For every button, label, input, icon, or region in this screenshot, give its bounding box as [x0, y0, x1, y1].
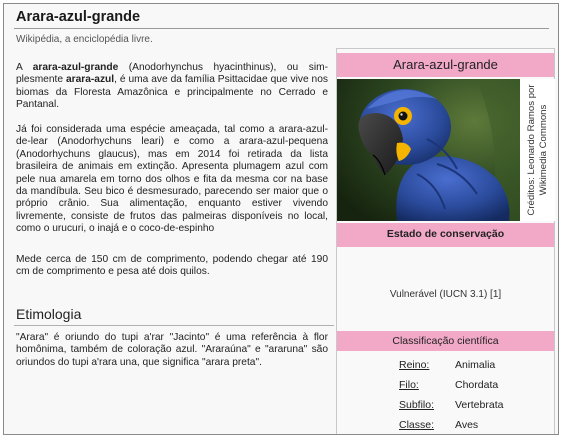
- taxonomy-label-link[interactable]: Filo:: [399, 379, 419, 391]
- intro-run: (Anodorhynchus hyacinthinus), ou simplesmente: [16, 62, 328, 86]
- title-divider: [14, 28, 549, 29]
- infobox: [336, 48, 555, 435]
- infobox-title: Arara-azul-grande: [337, 53, 554, 77]
- bold-term: arara-azul-grande: [32, 62, 119, 73]
- conservation-status-heading: Estado de conservação: [337, 223, 554, 247]
- intro-run: , é uma ave da família Psittacidae que vive nos biomas da Floresta Amazônica e principalmente no Cerrado e Pantanal.: [16, 74, 328, 111]
- size-text: Mede cerca de 150 cm de comprimento, podendo chegar até 190 cm de comprimento e pesa até dois quilos.: [16, 254, 328, 278]
- description-text: Já foi considerada uma espécie ameaçada, tal como a arara-azul-de-lear (Anodorhychuns leari) e como a arara-azul-pequena (Anodorhychuns glaucus), mas em 2014 foi retirada da lista brasileira de animais em extinção. Apresenta plumagem azul com pele nua amarela em torno dos olhos e fita da mesma cor na base da mandíbula. Seu bico é desmesurado, parecendo ser maior que o próprio crânio. Sua alimentação, enquanto estiver vivendo livremente, consiste de frutos das palmeiras disponíveis no local, como o urucuri, o inajá e o coco-de-espinho: [16, 124, 328, 235]
- macaw-photo-icon: [337, 79, 520, 221]
- etymology-heading: Etimologia: [16, 306, 82, 322]
- image-credit-line-1: Créditos: Leonardo Ramos por: [525, 84, 537, 216]
- size-paragraph: [16, 254, 328, 279]
- taxonomy-label-link[interactable]: Reino:: [399, 359, 430, 371]
- intro-text: [16, 62, 328, 112]
- page-subtitle: Wikipédia, a enciclopédia livre.: [16, 34, 153, 45]
- image-credit-text: [526, 84, 550, 215]
- conservation-status-value[interactable]: Vulnerável (IUCN 3.1) [1]: [389, 289, 502, 300]
- etymology-paragraph: [16, 332, 328, 369]
- etymology-text: "Arara" é oriundo do tupi a'rar "Jacinto" é uma referência à flor homônima, também de coloração azul. "Araraúna" e "araruna" são oriundos do tupi a'rara una, que significa "arara preta".: [16, 332, 328, 368]
- taxonomy-value: Animalia: [455, 359, 496, 371]
- taxonomy-label-link[interactable]: Subfilo:: [399, 399, 435, 411]
- taxonomy-value: Chordata: [455, 379, 499, 391]
- image-credit-line-2: Wikimedia Commons: [537, 104, 549, 196]
- hyacinth-macaw-photo[interactable]: [337, 79, 520, 221]
- taxonomy-value: Aves: [455, 419, 479, 431]
- page-title: Arara-azul-grande: [16, 9, 141, 25]
- intro-run: A: [16, 62, 33, 73]
- article-frame: [3, 3, 559, 435]
- intro-paragraph: [16, 62, 328, 112]
- taxonomy-label-link[interactable]: Classe:: [399, 419, 435, 431]
- taxonomy-value: Vertebrata: [455, 399, 504, 411]
- description-paragraph: [16, 124, 328, 236]
- image-credit: [520, 79, 555, 221]
- section-divider: [14, 325, 334, 326]
- bold-term: arara-azul: [65, 74, 115, 86]
- classification-heading: Classificação científica: [337, 331, 554, 351]
